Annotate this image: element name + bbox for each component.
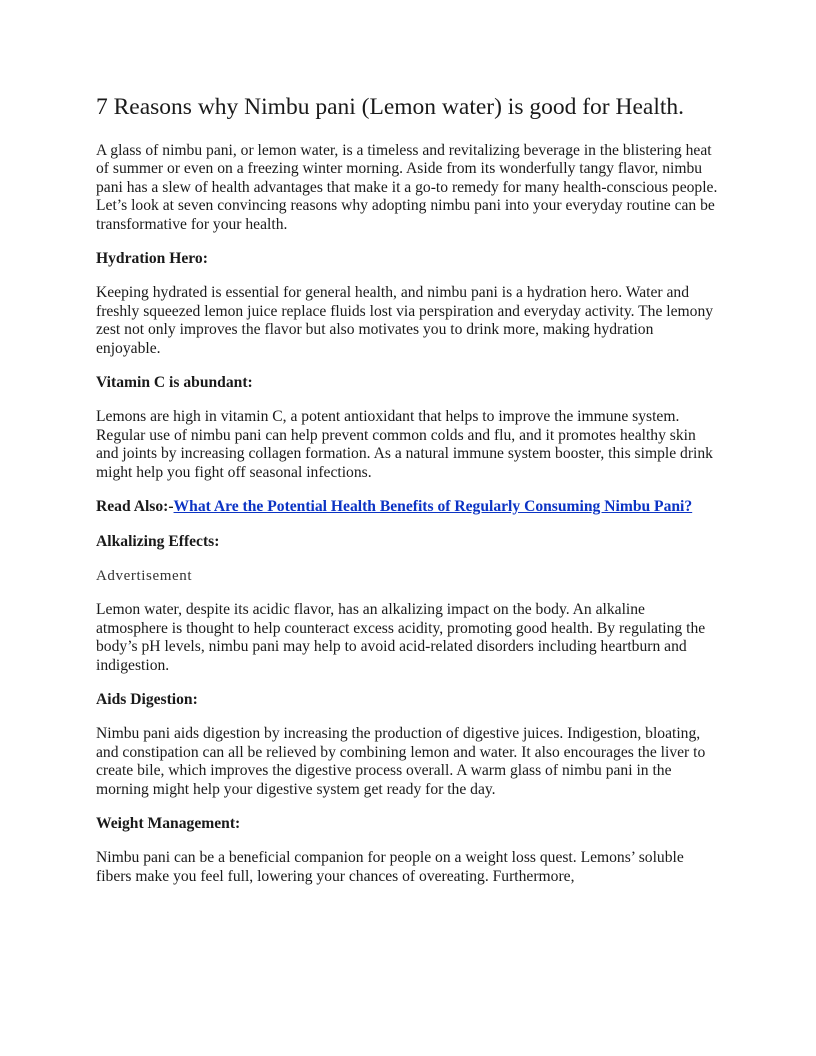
section-text-hydration: Keeping hydrated is essential for general health, and nimbu pani is a hydration hero. Water and freshly squeezed lemon juice replace fluids lost via perspiration and everyday activity. The lemony zest not only improves the flavor but also motivates you to drink more, making hydration enjoyable. [96, 284, 714, 357]
read-also-label: Read Also:- [96, 498, 174, 516]
section-heading-vitamin-c: Vitamin C is abundant: [96, 374, 253, 392]
read-also-link[interactable]: What Are the Potential Health Benefits of Regularly Consuming Nimbu Pani? [173, 498, 693, 516]
read-also-block [96, 498, 720, 516]
section-text-alkalizing: Lemon water, despite its acidic flavor, has an alkalizing impact on the body. An alkaline atmosphere is thought to help counteract excess acidity, promoting good health. By regulating the body’s pH levels, nimbu pani may help to avoid acid-related disorders including heartburn and indigestion. [96, 601, 706, 674]
section-heading-hydration: Hydration Hero: [96, 250, 208, 268]
section-text-vitamin-c: Lemons are high in vitamin C, a potent antioxidant that helps to improve the immune system. Regular use of nimbu pani can help prevent common colds and flu, and it promotes healthy skin and joints by increasing collagen formation. As a natural immune system booster, this simple drink might help you fight off seasonal infections. [96, 408, 713, 481]
section-heading-digestion: Aids Digestion: [96, 690, 198, 708]
section-heading-weight: Weight Management: [96, 814, 241, 832]
section-heading-alkalizing: Alkalizing Effects: [96, 532, 220, 550]
section-text-digestion: Nimbu pani aids digestion by increasing the production of digestive juices. Indigestion, bloating, and constipation can all be relieved by combining lemon and water. It also encourages the liver to create bile, which improves the digestive process overall. A warm glass of nimbu pani in the morning might help your digestive system get ready for the day. [96, 725, 706, 798]
section-text-weight: Nimbu pani can be a beneficial companion for people on a weight loss quest. Lemons’ soluble fibers make you feel full, lowering your chances of overeating. Furthermore, [96, 849, 684, 885]
intro-paragraph: A glass of nimbu pani, or lemon water, is a timeless and revitalizing beverage in the blistering heat of summer or even on a freezing winter morning. Aside from its wonderfully tangy flavor, nimbu pani has a slew of health advantages that make it a go-to remedy for many health-conscious people. Let’s look at seven convincing reasons why adopting nimbu pani into your everyday routine can be transformative for your health. [96, 142, 718, 233]
article-title: 7 Reasons why Nimbu pani (Lemon water) is good for Health. [96, 94, 685, 120]
document-page [96, 92, 720, 902]
advertisement-label: Advertisement [96, 567, 193, 584]
